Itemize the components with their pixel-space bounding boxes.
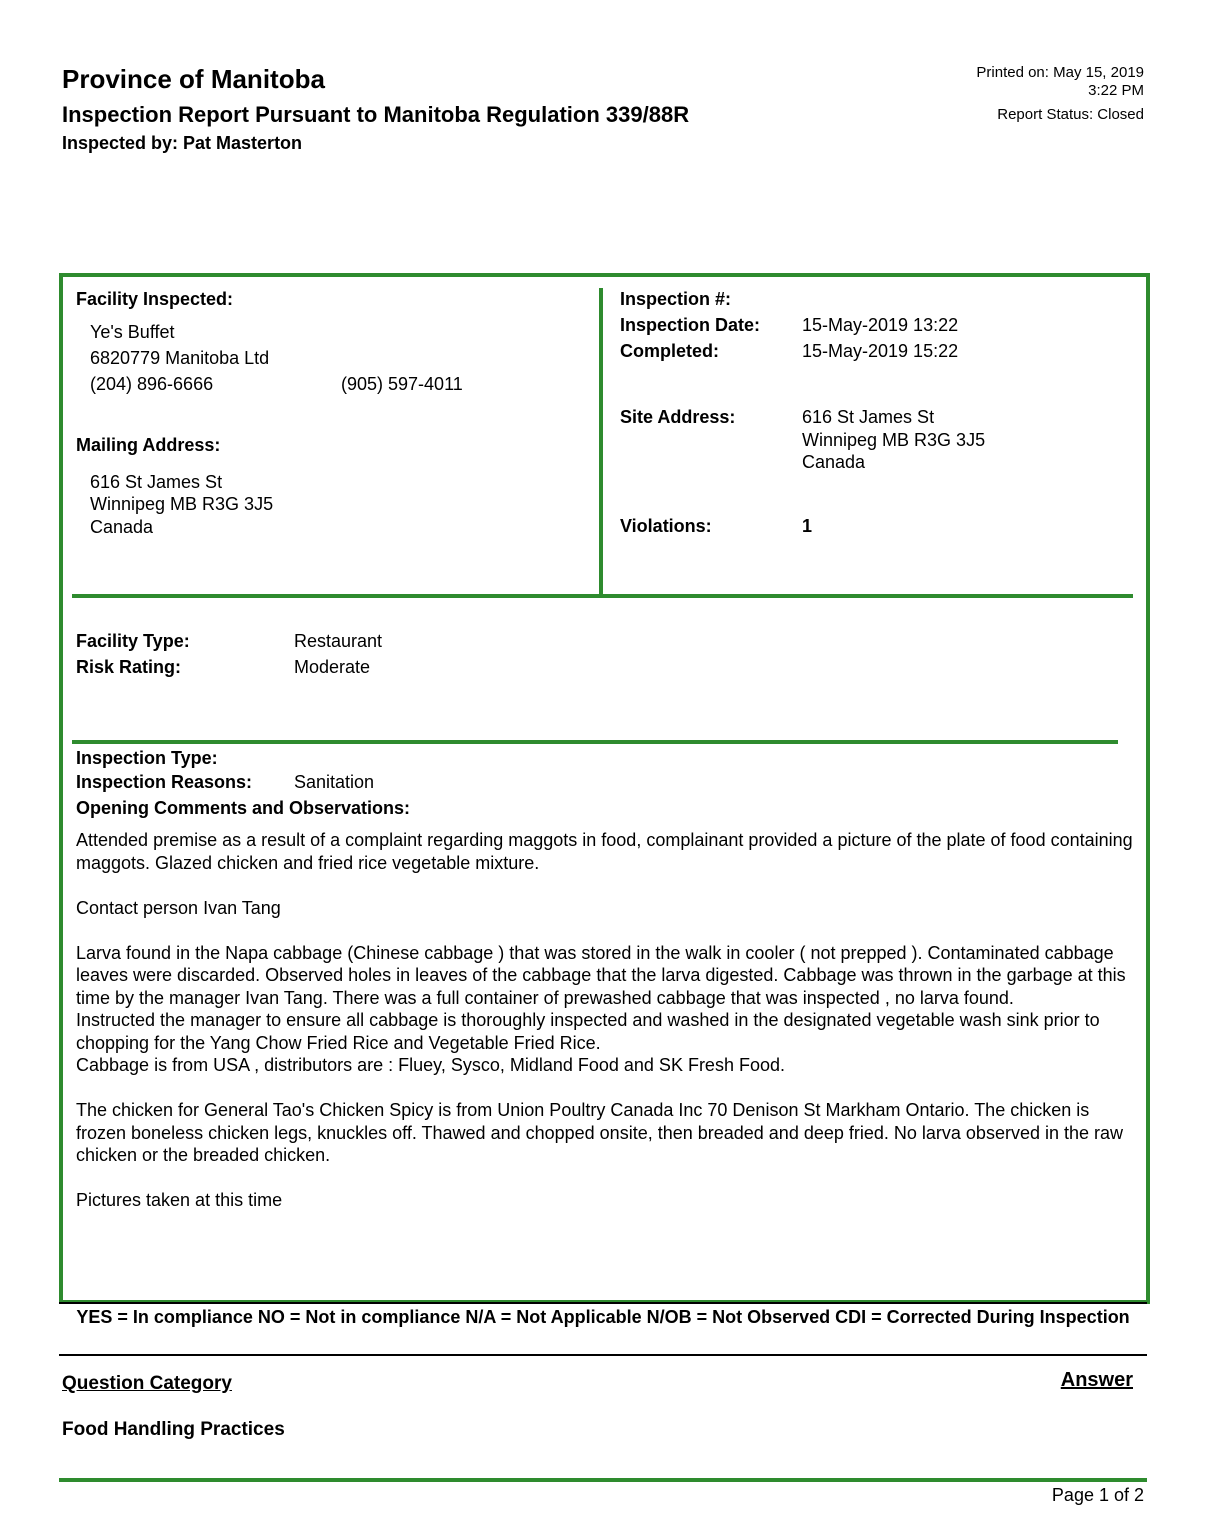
- page-number: Page 1 of 2: [1051, 1485, 1144, 1505]
- facility-phone-primary: (204) 896-6666: [90, 374, 214, 394]
- question-category-item: Food Handling Practices: [62, 1419, 285, 1440]
- observation-paragraph: Larva found in the Napa cabbage (Chinese cabbage ) that was stored in the walk in cooler ( not prepped ). Contaminated cabbage leaves were discarded. Observed holes in leaves of the cabbage that the larva digested. Cabbage was thrown in the garbage at this time by the manager Ivan Tang. There was a full container of prewashed cabbage that was inspected , no larva found.: [76, 942, 1126, 1008]
- question-category-header: Question Category: [62, 1373, 232, 1394]
- facility-type-label: Facility Type:: [76, 631, 190, 651]
- inspection-reasons-value: Sanitation: [294, 772, 375, 792]
- section-divider: [72, 740, 1118, 744]
- comments-label: Opening Comments and Observations:: [76, 798, 411, 818]
- report-subtitle: Inspection Report Pursuant to Manitoba Regulation 339/88R: [62, 102, 690, 127]
- printed-time: 3:22 PM: [1088, 82, 1144, 99]
- observation-paragraph: Instructed the manager to ensure all cabbage is thoroughly inspected and washed in the designated vegetable wash sink prior to chopping for the Yang Chow Fried Rice and Vegetable Fried Rice.: [76, 1010, 1100, 1053]
- violations-label: Violations:: [620, 516, 712, 536]
- completed-label: Completed:: [620, 341, 719, 361]
- column-divider: [599, 288, 603, 594]
- risk-rating-label: Risk Rating:: [76, 657, 182, 677]
- report-status: Report Status: Closed: [997, 106, 1144, 123]
- violations-count: 1: [802, 516, 813, 536]
- observation-paragraph: Pictures taken at this time: [76, 1190, 283, 1210]
- inspector-name: Inspected by: Pat Masterton: [62, 133, 303, 153]
- mailing-line-3: Canada: [90, 517, 154, 537]
- page-title: Province of Manitoba: [62, 64, 325, 94]
- inspection-number-label: Inspection #:: [620, 289, 732, 309]
- answer-header: Answer: [1060, 1369, 1133, 1391]
- legend-bottom-rule: [59, 1354, 1147, 1356]
- observation-paragraph: Cabbage is from USA , distributors are : Fluey, Sysco, Midland Food and SK Fresh Food.: [76, 1055, 785, 1075]
- observation-paragraph: Attended premise as a result of a complaint regarding maggots in food, complainant provided a picture of the plate of food containing maggots. Glazed chicken and fried rice vegetable mixture.: [76, 830, 1133, 873]
- footer-rule: [59, 1478, 1147, 1482]
- site-address-line-2: Winnipeg MB R3G 3J5: [802, 430, 986, 450]
- observation-paragraph: Contact person Ivan Tang: [76, 897, 281, 918]
- section-divider: [72, 594, 1133, 598]
- inspection-reasons-label: Inspection Reasons:: [76, 772, 253, 792]
- compliance-legend: YES = In compliance NO = Not in compliance N/A = Not Applicable N/OB = Not Observed CDI = Corrected During Inspection: [76, 1307, 1130, 1327]
- facility-type-value: Restaurant: [294, 631, 383, 651]
- site-address-line-1: 616 St James St: [802, 407, 935, 427]
- printed-info: [976, 64, 1144, 100]
- site-address-line-3: Canada: [802, 452, 866, 472]
- inspection-date-label: Inspection Date:: [620, 315, 761, 335]
- legend-top-rule: [59, 1302, 1147, 1304]
- observation-paragraph: The chicken for General Tao's Chicken Spicy is from Union Poultry Canada Inc 70 Denison St Markham Ontario. The chicken is frozen boneless chicken legs, knuckles off. Thawed and chopped onsite, then breaded and deep fried. No larva observed in the raw chicken or the breaded chicken.: [76, 1100, 1124, 1165]
- site-address-label: Site Address:: [620, 407, 736, 427]
- observations-text: [76, 829, 1136, 1234]
- inspection-type-label: Inspection Type:: [76, 748, 218, 768]
- facility-name: Ye's Buffet: [90, 322, 175, 342]
- printed-date: Printed on: May 15, 2019: [976, 64, 1144, 81]
- facility-label: Facility Inspected:: [76, 289, 234, 309]
- facility-company: 6820779 Manitoba Ltd: [90, 348, 270, 368]
- inspection-date-value: 15-May-2019 13:22: [802, 315, 959, 335]
- facility-phone-secondary: (905) 597-4011: [341, 374, 463, 394]
- mailing-line-1: 616 St James St: [90, 472, 223, 492]
- risk-rating-value: Moderate: [294, 657, 371, 677]
- mailing-label: Mailing Address:: [76, 435, 221, 455]
- mailing-line-2: Winnipeg MB R3G 3J5: [90, 494, 274, 514]
- completed-value: 15-May-2019 15:22: [802, 341, 959, 361]
